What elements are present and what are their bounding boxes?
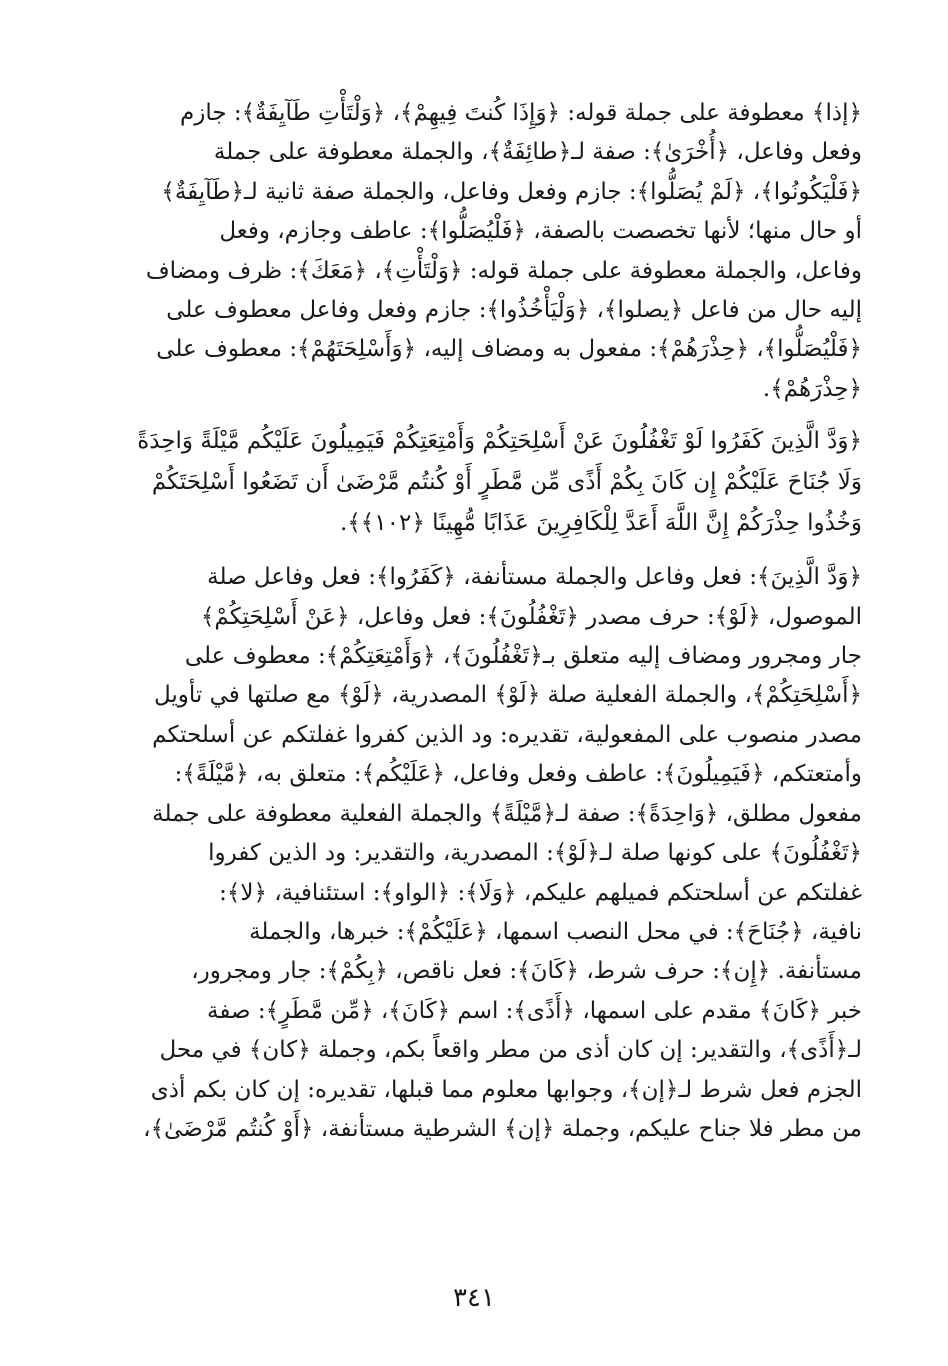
commentary-paragraph-1: ﴿إذا﴾ معطوفة على جملة قوله: ﴿وَإِذَا كُنتَ فِيهِمْ﴾، ﴿وَلْتَأْتِ طَآيِفَةٌ﴾: جازم وفعل وفاعل، ﴿أُخْرَىٰ﴾: صفة لـ﴿طائِفَةٌ﴾، والجملة معطوفة على جملة ﴿فَلْيَكُونُوا﴾، ﴿لَمْ يُصَلُّوا﴾: جازم وفعل وفاعل، والجملة صفة ثانية لـ﴿طَآيِفَةٌ﴾ أو حال منها؛ لأنها تخصصت بالصفة، ﴿فَلْيُصَلُّوا﴾: عاطف وجازم، وفعل وفاعل، والجملة معطوفة على جملة قوله: ﴿وَلْتَأْتِ﴾، ﴿مَعَكَ﴾: ظرف ومضاف إليه حال من فاعل ﴿يصلوا﴾، ﴿وَلْيَأْخُذُوا﴾: جازم وفعل وفاعل معطوف على ﴿فَلْيُصَلُّوا﴾، ﴿حِذْرَهُمْ﴾: مفعول به ومضاف إليه، ﴿وَأَسْلِحَتَهُمْ﴾: معطوف على ﴿حِذْرَهُمْ﴾. [145, 100, 862, 402]
page-number: ٣٤١ [453, 1283, 495, 1313]
page-body [80, 94, 862, 1149]
quran-verse: ﴿وَدَّ الَّذِينَ كَفَرُوا لَوْ تَغْفُلُونَ عَنْ أَسْلِحَتِكُمْ وَأَمْتِعَتِكُمْ فَيَمِيلُونَ عَلَيْكُم مَّيْلَةً وَاحِدَةً وَلَا جُنَاحَ عَلَيْكُمْ إِن كَانَ بِكُمْ أَذًى مِّن مَّطَرٍ أَوْ كُنتُم مَّرْضَىٰ أَن تَضَعُوا أَسْلِحَتَكُمْ وَخُذُوا حِذْرَكُمْ إِنَّ اللَّهَ أَعَدَّ لِلْكَافِرِينَ عَذَابًا مُّهِينًا ﴿١٠٢﴾﴾. [137, 428, 862, 537]
commentary-paragraph-2: ﴿وَدَّ الَّذِينَ﴾: فعل وفاعل والجملة مستأنفة، ﴿كَفَرُوا﴾: فعل وفاعل صلة الموصول، ﴿لَوْ﴾: حرف مصدر ﴿تَغْفُلُونَ﴾: فعل وفاعل، ﴿عَنْ أَسْلِحَتِكُمْ﴾ جار ومجرور ومضاف إليه متعلق بـ﴿تَغْفُلُونَ﴾، ﴿وَأَمْتِعَتِكُمْ﴾: معطوف على ﴿أَسْلِحَتِكُمْ﴾، والجملة الفعلية صلة ﴿لَوْ﴾ المصدرية، ﴿لَوْ﴾ مع صلتها في تأويل مصدر منصوب على المفعولية، تقديره: ود الذين كفروا غفلتكم عن أسلحتكم وأمتعتكم، ﴿فَيَمِيلُونَ﴾: عاطف وفعل وفاعل، ﴿عَلَيْكُم﴾: متعلق به، ﴿مَّيْلَةً﴾: مفعول مطلق، ﴿وَاحِدَةً﴾: صفة لـ﴿مَّيْلَةً﴾ والجملة الفعلية معطوفة على جملة ﴿تَغْفُلُونَ﴾ على كونها صلة لـ﴿لَوْ﴾: المصدرية، والتقدير: ود الذين كفروا غفلتكم عن أسلحتكم فميلهم عليكم، ﴿وَلَا﴾: ﴿الواو﴾: استئنافية، ﴿لا﴾: نافية، ﴿جُنَاحَ﴾: في محل النصب اسمها، ﴿عَلَيْكُمْ﴾: خبرها، والجملة مستأنفة. ﴿إِن﴾: حرف شرط، ﴿كَانَ﴾: فعل ناقص، ﴿بِكُمْ﴾: جار ومجرور، خبر ﴿كَانَ﴾ مقدم على اسمها، ﴿أَذًى﴾: اسم ﴿كَانَ﴾، ﴿مِّن مَّطَرٍ﴾: صفة لـ﴿أَذًى﴾، والتقدير: إن كان أذى من مطر واقعاً بكم، وجملة ﴿كان﴾ في محل الجزم فعل شرط لـ﴿إن﴾، وجوابها معلوم مما قبلها، تقديره: إن كان بكم أذى من مطر فلا جناح عليكم، وجملة ﴿إن﴾ الشرطية مستأنفة، ﴿أَوْ كُنتُم مَّرْضَىٰ﴾، [143, 564, 862, 1142]
